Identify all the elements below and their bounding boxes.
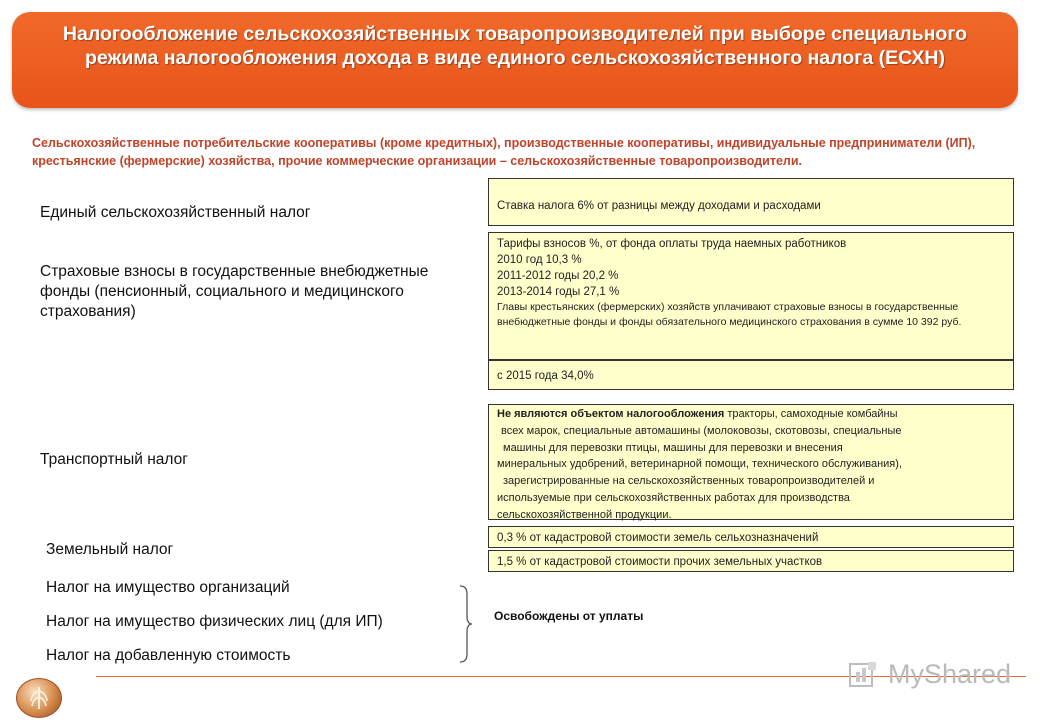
property-org-label: Налог на имущество организаций xyxy=(46,579,290,596)
eshn-rate-box xyxy=(488,178,1014,226)
insurance-rate-2010: 2010 год 10,3 % xyxy=(497,254,582,266)
transport-line-3: машины для перевозки птицы, машины для перевозки и внесения xyxy=(503,441,843,454)
vat-label: Налог на добавленную стоимость xyxy=(46,647,291,664)
transport-exemption-bold: Не являются объектом налогообложения xyxy=(497,408,725,420)
right-brace-icon xyxy=(458,584,474,664)
transport-line-2: всех марок, специальные автомашины (молоковозы, скотовозы, специальные xyxy=(501,424,902,437)
land-label: Земельный налог xyxy=(46,541,174,558)
insurance-label: Страховые взносы в государственные внебюджетные фонды (пенсионный, социального и медицинского страхования) xyxy=(40,263,429,320)
title-banner xyxy=(12,12,1018,108)
transport-exemption-box xyxy=(488,404,1014,520)
emblem-icon xyxy=(16,678,62,718)
intro-text: Сельскохозяйственные потребительские кооперативы (кроме кредитных), производственные кооперативы, индивидуальные предприниматели (ИП), крестьянские (фермерские) хозяйства, прочие коммерческие организации – сельскохозяйственные товаропроизводители. xyxy=(32,136,976,168)
transport-line-7: сельскохозяйственной продукции. xyxy=(497,508,672,521)
eshn-rate-text: Ставка налога 6% от разницы между доходами и расходами xyxy=(497,200,821,212)
transport-label: Транспортный налог xyxy=(40,451,188,468)
myshared-logo-text: MyShared xyxy=(888,659,1012,689)
page-title: Налогообложение сельскохозяйственных товаропроизводителей при выборе специального режима налогообложения дохода в виде единого сельскохозяйственного налога (ЕСХН) xyxy=(62,23,968,69)
exempt-text: Освобождены от уплаты xyxy=(494,609,644,623)
insurance-rate-2013-2014: 2013-2014 годы 27,1 % xyxy=(497,286,620,298)
transport-exemption-l1: тракторы, самоходные комбайны xyxy=(727,408,898,420)
property-ip-label: Налог на имущество физических лиц (для ИП) xyxy=(46,613,383,630)
insurance-2015-box xyxy=(488,360,1014,390)
myshared-logo-icon xyxy=(848,660,884,690)
transport-line-5: зарегистрированные на сельскохозяйственных товаропроизводителей и xyxy=(503,475,875,488)
land-rate-box-1 xyxy=(488,526,1014,548)
land-rate-text-1: 0,3 % от кадастровой стоимости земель сельхозназначений xyxy=(497,532,819,544)
insurance-farm-note: Главы крестьянских (фермерских) хозяйств уплачивают страховые взносы в государственные внебюджетные фонды и фонды обязательного медицинского страхования в сумме 10 392 руб. xyxy=(497,301,962,328)
transport-line-1 xyxy=(497,406,1005,423)
transport-line-6: используемые при сельскохозяйственных работах для производства xyxy=(497,492,850,504)
insurance-rates-box xyxy=(488,232,1014,360)
insurance-rate-2011-2012: 2011-2012 годы 20,2 % xyxy=(497,270,619,282)
myshared-logo xyxy=(848,656,1018,692)
transport-line-4: минеральных удобрений, ветеринарной помощи, технического обслуживания), xyxy=(497,458,902,471)
insurance-rates-heading: Тарифы взносов %, от фонда оплаты труда наемных работников xyxy=(497,238,847,250)
insurance-2015-text: с 2015 года 34,0% xyxy=(497,370,594,382)
eshn-label: Единый сельскохозяйственный налог xyxy=(40,204,311,221)
land-rate-box-2 xyxy=(488,550,1014,572)
land-rate-text-2: 1,5 % от кадастровой стоимости прочих земельных участков xyxy=(497,556,823,568)
